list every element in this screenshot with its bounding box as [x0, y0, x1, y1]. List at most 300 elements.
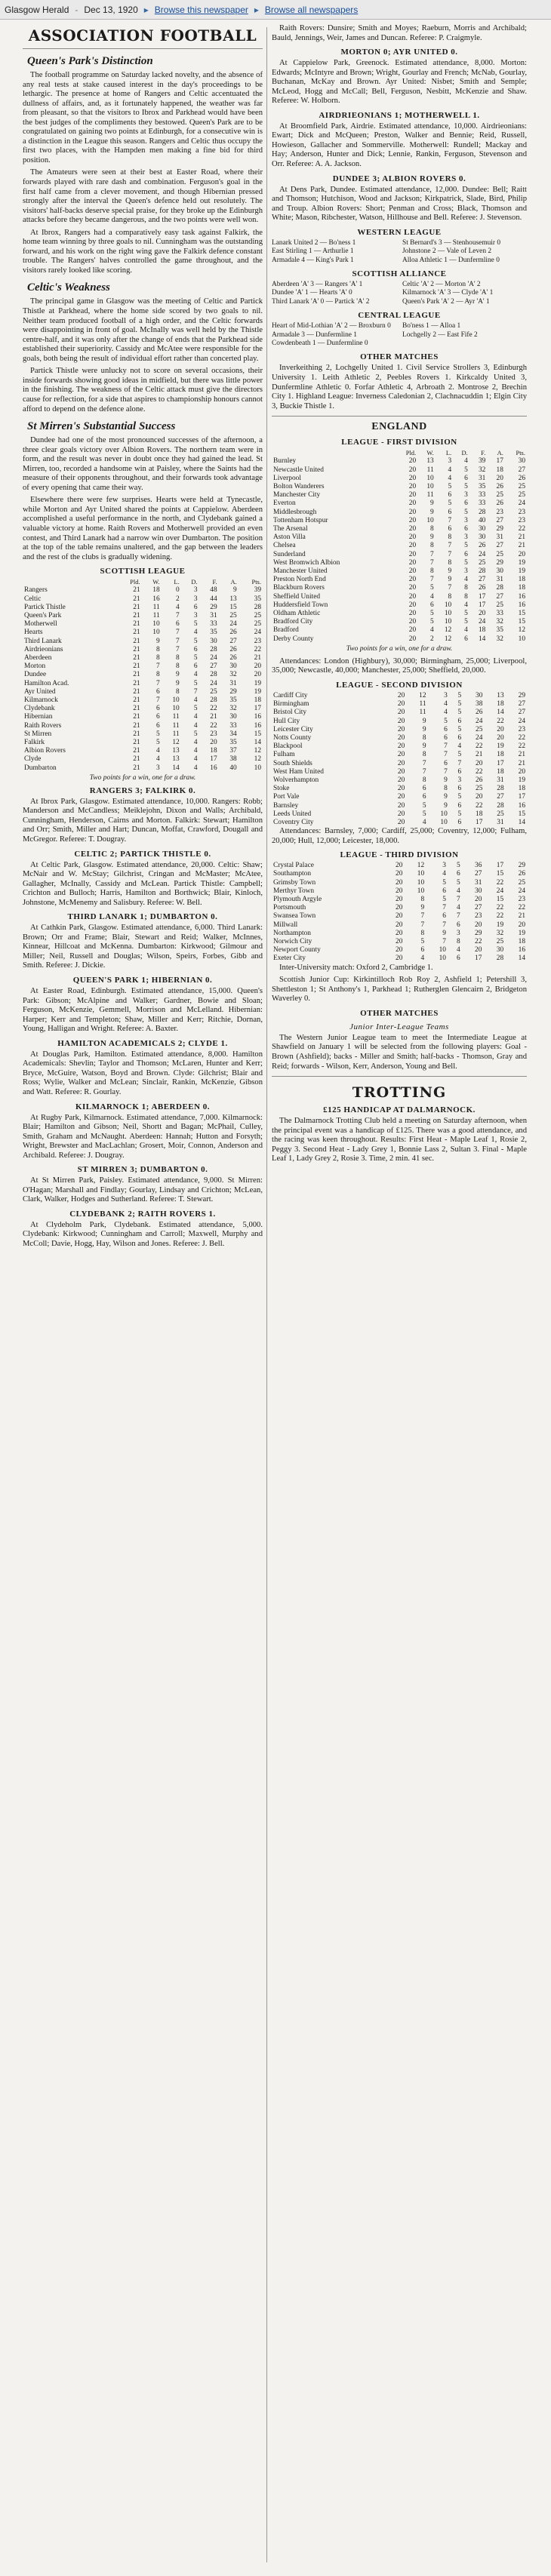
stat-cell: 22: [496, 912, 504, 921]
stat-cell: 26: [229, 653, 237, 662]
stat-cell: 6: [442, 887, 446, 895]
table-row: [272, 785, 527, 793]
table-row: [272, 567, 527, 576]
stat-cell: 20: [210, 739, 217, 747]
team-name-cell: Motherwell: [24, 620, 57, 629]
stat-cell: 19: [254, 679, 261, 687]
table-row: [272, 904, 527, 912]
match-reports: [23, 786, 263, 1250]
stat-cell: 7: [430, 576, 434, 584]
result-line: Aberdeen 'A' 3 — Rangers 'A' 1: [272, 280, 363, 288]
stat-cell: 9: [422, 717, 426, 725]
stat-cell: 7: [444, 767, 448, 776]
stat-cell: 5: [448, 500, 452, 508]
stat-cell: 24: [229, 620, 237, 629]
stat-cell: 24: [478, 550, 486, 558]
stat-cell: 38: [476, 700, 483, 709]
stat-cell: 12: [419, 691, 426, 699]
table-row: [272, 742, 527, 751]
stat-cell: 17: [497, 759, 504, 767]
team-name-cell: Partick Thistle: [24, 603, 66, 611]
table-row: [272, 542, 527, 550]
stat-cell: 7: [444, 751, 448, 759]
stat-cell: 20: [408, 592, 417, 601]
stat-cell: 32: [496, 635, 503, 643]
stat-cell: 27: [518, 700, 525, 709]
stat-cell: 8: [176, 653, 180, 662]
stat-cell: 10: [440, 818, 448, 826]
stat-cell: 20: [408, 466, 417, 474]
stat-cell: 22: [210, 721, 217, 730]
match-report-text: At Rugby Park, Kilmarnock. Estimated attendance, 7,000. Kilmarnock: Blair; Hamilton and Gibson; Neil, Shortt and Bagan; McPhail, Culley, Smith, Graham and McNaught. Aberdeen: Hannah; Hutton and Forsyth; Wright, Brewster and MacLachlan; Grosert, Moir, Connon, Anderson and Archibald. Referee: J. Dougray.: [23, 1113, 263, 1160]
table-row: [23, 696, 263, 705]
stat-cell: 5: [444, 717, 448, 725]
match-result-heading: THIRD LANARK 1; DUMBARTON 0.: [67, 912, 218, 922]
article-paragraph: The principal game in Glasgow was the meeting of Celtic and Partick Thistle at Parkhead, where the home side scored by two goals to nil. Neither team produced football of a high order, and the Celtic forwards were disappointing in front of goal. McInally was well held by the Thistle centre-half, and it was only after the change of ends that the Parkhead side established their superiority. Cassidy and McAtee were responsible for the goals, both being the result of individual effort rather than concerted play.: [23, 297, 263, 363]
england-caption: ENGLAND: [371, 421, 427, 433]
stat-cell: 6: [444, 733, 448, 742]
stat-cell: 20: [254, 662, 261, 671]
table-header-cell: [23, 578, 116, 586]
stat-cell: 8: [176, 662, 180, 671]
stat-cell: 8: [430, 524, 434, 533]
stat-cell: 6: [155, 705, 160, 713]
stat-cell: 20: [518, 921, 525, 929]
stat-cell: 22: [518, 904, 525, 912]
stat-cell: 21: [133, 705, 140, 713]
stat-cell: 8: [448, 533, 452, 542]
stat-cell: 26: [476, 709, 483, 717]
match-report-text: Inter-University match: Oxford 2, Cambridge 1.: [279, 963, 433, 972]
table-header-cell: L.: [174, 578, 180, 586]
team-name-cell: Northampton: [273, 929, 311, 937]
stat-cell: 5: [430, 618, 434, 626]
stat-cell: 20: [396, 870, 403, 878]
stat-cell: 20: [397, 742, 405, 751]
stat-cell: 9: [176, 679, 180, 687]
stat-cell: 11: [152, 611, 160, 619]
result-line: Cowdenbeath 1 — Dunfermline 0: [272, 340, 368, 347]
stat-cell: 25: [254, 611, 261, 619]
stat-cell: 20: [396, 954, 403, 963]
stat-cell: 21: [133, 603, 140, 611]
stat-cell: 22: [254, 645, 261, 653]
stat-cell: 7: [448, 584, 452, 592]
stat-cell: 20: [396, 878, 403, 887]
other-matches-text: Inverkeithing 2, Lochgelly United 1. Civil Service Strollers 3, Edinburgh University 1. Leith Athletic 2, Peebles Rovers 1. Kirkcaldy United 3, Dunfermline Athletic 0. Forfar Athletic 4, Arbroath 2. Montrose 2, Brechin City 1. Highland League: Inverness Caledonian 2, Clachnacuddin 1; Elgin City 3, Buckie Thistle 1.: [272, 364, 527, 410]
stat-cell: 22: [476, 767, 483, 776]
stat-cell: 21: [133, 662, 140, 671]
table-row: [272, 718, 527, 726]
stat-cell: 6: [442, 912, 446, 921]
stat-cell: 22: [518, 524, 525, 533]
stat-cell: 20: [397, 691, 405, 699]
stat-cell: 11: [152, 603, 160, 611]
stat-cell: 29: [518, 691, 525, 699]
stat-cell: 35: [496, 626, 503, 635]
stat-cell: 9: [155, 637, 160, 645]
team-name-cell: Aberdeen: [24, 653, 52, 662]
stat-cell: 20: [408, 584, 417, 592]
match-result-heading: CELTIC 2; PARTICK THISTLE 0.: [74, 849, 211, 859]
stat-cell: 5: [193, 637, 198, 645]
stat-cell: 11: [172, 721, 180, 730]
table-row: [272, 584, 527, 592]
scottish-alliance-caption: SCOTTISH ALLIANCE: [352, 269, 447, 278]
stat-cell: 10: [172, 705, 180, 713]
stat-cell: 9: [422, 725, 426, 733]
stat-cell: 5: [457, 751, 462, 759]
stat-cell: 7: [456, 896, 460, 904]
stat-cell: 10: [172, 696, 180, 704]
table-row: [272, 862, 527, 870]
team-name-cell: Leicester City: [273, 725, 313, 733]
stat-cell: 20: [496, 474, 503, 482]
stat-cell: 20: [408, 550, 417, 558]
stat-cell: 20: [396, 938, 403, 946]
stat-cell: 8: [456, 938, 460, 946]
stat-cell: 4: [448, 474, 452, 482]
stat-cell: 8: [422, 733, 426, 742]
column-divider: [266, 27, 267, 2562]
stat-cell: 15: [518, 610, 525, 617]
table-row: [272, 709, 527, 717]
first-division-caption: LEAGUE - FIRST DIVISION: [341, 438, 457, 447]
stat-cell: 5: [464, 466, 468, 474]
stat-cell: 5: [457, 709, 462, 717]
stat-cell: 23: [518, 896, 525, 904]
stat-cell: 4: [193, 764, 198, 772]
match-report-text: At Easter Road, Edinburgh. Estimated attendance, 15,000. Queen's Park: Gibson; McAlpine and Walker; Gardner, Bowie and Sloan; Ferguson, McKenzie, Gemmell, Morrison and McLelland. Hibernian: Harper; Kerr and Templeton; Shaw, Miller and Kerr; Ritchie, Dornan, Young, Halligan and Wright. Referee: A. Baxter.: [23, 987, 263, 1034]
stat-cell: 6: [464, 635, 468, 643]
team-name-cell: Exeter City: [273, 954, 306, 963]
stat-cell: 20: [408, 601, 417, 609]
stat-cell: 35: [229, 739, 237, 747]
result-line: Heart of Mid-Lothian 'A' 2 — Broxburn 0: [272, 322, 391, 330]
stat-cell: 4: [193, 721, 198, 730]
stat-cell: 20: [408, 610, 417, 617]
table-row: [23, 671, 263, 679]
stat-cell: 5: [464, 508, 468, 516]
stat-cell: 7: [176, 645, 180, 653]
stat-cell: 24: [496, 887, 504, 895]
stat-cell: 21: [133, 747, 140, 755]
stat-cell: 5: [193, 653, 198, 662]
stat-cell: 18: [518, 938, 525, 946]
stat-cell: 22: [476, 801, 483, 810]
match-result-heading: AIRDRIEONIANS 1; MOTHERWELL 1.: [319, 110, 480, 120]
stat-cell: 20: [408, 508, 417, 516]
stat-cell: 14: [518, 818, 525, 826]
points-note: Two points for a win, one for a draw.: [89, 773, 196, 782]
stat-cell: 18: [497, 751, 504, 759]
stat-cell: 3: [155, 764, 160, 772]
stat-cell: 29: [229, 687, 237, 696]
team-name-cell: Plymouth Argyle: [273, 896, 322, 904]
stat-cell: 21: [133, 739, 140, 747]
stat-cell: 20: [497, 733, 504, 742]
stat-cell: 5: [464, 542, 468, 550]
stat-cell: 35: [478, 482, 486, 490]
table-row: [23, 713, 263, 721]
table-header-cell: F.: [212, 578, 217, 586]
stat-cell: 23: [210, 730, 217, 738]
stat-cell: 8: [430, 567, 434, 575]
stat-cell: 19: [497, 742, 504, 751]
team-name-cell: Hamilton Acad.: [24, 679, 69, 687]
result-line: Alloa Athletic 1 — Dunfermline 0: [402, 256, 500, 264]
stat-cell: 4: [155, 747, 160, 755]
stat-cell: 6: [457, 785, 462, 793]
stat-cell: 21: [133, 687, 140, 696]
team-name-cell: Bradford: [273, 626, 299, 635]
stat-cell: 6: [155, 713, 160, 721]
first-division-attendances: Attendances: London (Highbury), 30,000; Birmingham, 25,000; Liverpool, 35,000; Newcastle, 40,000; Manchester, 25,000; Sheffield, 20,000.: [272, 656, 527, 675]
stat-cell: 21: [133, 755, 140, 764]
stat-cell: 4: [457, 742, 462, 751]
stat-cell: 10: [254, 764, 261, 772]
stat-cell: 5: [464, 618, 468, 626]
stat-cell: 20: [408, 491, 417, 500]
stat-cell: 32: [496, 618, 503, 626]
stat-cell: 15: [229, 603, 237, 611]
team-name-cell: Manchester United: [273, 567, 328, 575]
stat-cell: 6: [456, 954, 460, 963]
stat-cell: 20: [396, 912, 403, 921]
stat-cell: 8: [155, 653, 160, 662]
table-row: [272, 559, 527, 567]
stat-cell: 21: [133, 713, 140, 721]
browse-all-newspapers-link[interactable]: Browse all newspapers: [264, 4, 359, 15]
stat-cell: 21: [133, 764, 140, 772]
stat-cell: 7: [456, 912, 460, 921]
stat-cell: 30: [478, 533, 486, 542]
team-name-cell: Bristol City: [273, 709, 307, 717]
stat-cell: 6: [464, 500, 468, 508]
article-heading-celtic: Celtic's Weakness: [27, 281, 110, 294]
stat-cell: 7: [457, 759, 462, 767]
stat-cell: 23: [496, 508, 503, 516]
stat-cell: 16: [254, 713, 261, 721]
stat-cell: 36: [475, 862, 482, 870]
stat-cell: 5: [457, 793, 462, 801]
table-row: [23, 586, 263, 595]
team-name-cell: Birmingham: [273, 700, 309, 709]
stat-cell: 21: [133, 611, 140, 619]
table-row: [23, 688, 263, 696]
stat-cell: 25: [210, 687, 217, 696]
stat-cell: 14: [497, 709, 504, 717]
stat-cell: 22: [210, 705, 217, 713]
stat-cell: 20: [408, 626, 417, 635]
stat-cell: 10: [417, 878, 425, 887]
team-name-cell: West Bromwich Albion: [273, 558, 340, 567]
stat-cell: 21: [133, 721, 140, 730]
stat-cell: 31: [478, 474, 486, 482]
stat-cell: 9: [448, 567, 452, 575]
stat-cell: 25: [496, 550, 503, 558]
stat-cell: 28: [210, 645, 217, 653]
stat-cell: 4: [193, 747, 198, 755]
result-line: Johnstone 2 — Vale of Leven 2: [402, 247, 492, 256]
stat-cell: 5: [457, 691, 462, 699]
stat-cell: 8: [176, 687, 180, 696]
stat-cell: 39: [478, 457, 486, 466]
article-heading-queens-park: Queen's Park's Distinction: [27, 55, 153, 67]
section-rule: [272, 416, 527, 417]
stat-cell: 27: [478, 576, 486, 584]
result-line: Armadale 3 — Dunfermline 1: [272, 330, 357, 339]
match-report-text: At Broomfield Park, Airdrie. Estimated attendance, 10,000. Airdrieonians: Ewart; Dick and McQueen; Preston, Walker and Bennie; Reid, Russell, Howieson, Gallacher and Sommerville. Motherwell: Rundell; Mackay and Hay; Anderson, Hunter and Dick; Lennie, Rankin, Ferguson, Stevenson and Orr. Referee: A. A. Jackson.: [272, 121, 527, 169]
team-name-cell: Derby County: [273, 635, 314, 643]
stat-cell: 7: [176, 611, 180, 619]
stat-cell: 20: [408, 618, 417, 626]
stat-cell: 27: [475, 904, 482, 912]
team-name-cell: Bolton Wanderers: [273, 482, 325, 490]
stat-cell: 20: [408, 482, 417, 490]
team-name-cell: Preston North End: [273, 576, 326, 584]
team-name-cell: Wolverhampton: [273, 776, 319, 784]
stat-cell: 28: [210, 671, 217, 679]
stat-cell: 3: [464, 516, 468, 524]
stat-cell: 17: [476, 818, 483, 826]
stat-cell: 9: [420, 904, 425, 912]
table-row: [272, 525, 527, 533]
table-row: [23, 764, 263, 773]
stat-cell: 20: [397, 801, 405, 810]
table-row: [272, 793, 527, 801]
table-row: [272, 457, 527, 466]
stat-cell: 11: [419, 700, 426, 709]
stat-cell: 20: [397, 793, 405, 801]
table-row: [272, 802, 527, 810]
stat-cell: 30: [229, 713, 237, 721]
stat-cell: 5: [456, 862, 460, 870]
result-line: Bo'ness 1 — Alloa 1: [402, 322, 461, 330]
stat-cell: 33: [478, 491, 486, 500]
table-row: [272, 776, 527, 785]
browse-this-newspaper-link[interactable]: Browse this newspaper: [154, 4, 248, 15]
scottish-league-caption: SCOTTISH LEAGUE: [100, 567, 186, 576]
team-name-cell: Chelsea: [273, 542, 296, 550]
match-report-text: At Ibrox Park, Glasgow. Estimated attendance, 10,000. Rangers: Robb; Manderson and McCandless; Meiklejohn, Dixon and Walls; Archibald, Cunningham, Henderson, Cairns and Morton. Falkirk: Stewart; Hamilton and Orr; Smith, Miller and Hart; Duncan, Moffat, Crawford, Dougall and McGregor. Referee: T. Dougray.: [23, 797, 263, 844]
stat-cell: 9: [430, 508, 434, 516]
stat-cell: 17: [210, 755, 217, 764]
stat-cell: 10: [426, 482, 434, 490]
stat-cell: 21: [133, 730, 140, 738]
junior-teams-text: The Western Junior League team to meet the Intermediate League at Shawfield on January 1 will be selected from the following players: Goal - Brown (Ashfield); backs - Miller and Smith; half-backs - Thomson, Gray and Reid; forwards - Wilson, Kerr, Anderson, Young and Bell.: [272, 1033, 527, 1071]
match-reports-tail: [272, 964, 527, 1004]
stat-cell: 21: [133, 645, 140, 653]
trotting-text: The Dalmarnock Trotting Club held a meeting on Saturday afternoon, when the principal event was a handicap of £125. There was a good attendance, and the racing was keen throughout. Results: First Heat - Maple Leaf 1, Rosie 2, Peggy 3. Second Heat - Lady Grey 1, Bonnie Lass 2, Sultan 3. Final - Maple Leaf 1, Lady Grey 2, Rosie 3. Time, 2 min. 41 sec.: [272, 1117, 527, 1164]
result-line: Armadale 4 — King's Park 1: [272, 256, 354, 264]
section-rule: [272, 1076, 527, 1077]
match-report-text: At Clydeholm Park, Clydebank. Estimated attendance, 5,000. Clydebank: Kirkwood; Cunningham and Carroll; Maxwell, Murphy and McColl; Davie, Hogg, Hay, Wilson and Jones. Referee: J. Bell.: [23, 1220, 263, 1248]
result-line: Lanark United 2 — Bo'ness 1: [272, 238, 356, 247]
stat-cell: 23: [254, 637, 261, 645]
stat-cell: 6: [193, 645, 198, 653]
stat-cell: 6: [457, 801, 462, 810]
stat-cell: 16: [518, 801, 525, 810]
first-division-note: Two points for a win, one for a draw.: [346, 644, 453, 653]
stat-cell: 6: [193, 603, 198, 611]
stat-cell: 21: [133, 620, 140, 629]
stat-cell: 25: [476, 725, 483, 733]
stat-cell: 12: [444, 626, 452, 635]
stat-cell: 20: [397, 717, 405, 725]
team-name-cell: Celtic: [24, 595, 42, 603]
team-name-cell: Tottenham Hotspur: [273, 516, 328, 524]
table-row: [272, 734, 527, 742]
stat-cell: 19: [254, 687, 261, 696]
team-name-cell: Grimsby Town: [273, 878, 316, 887]
stat-cell: 28: [210, 696, 217, 704]
table-row: [23, 739, 263, 747]
table-header-cell: Pld.: [405, 449, 417, 457]
stat-cell: 5: [457, 700, 462, 709]
stat-cell: 15: [496, 870, 504, 878]
team-name-cell: Manchester City: [273, 491, 321, 500]
table-row: [23, 595, 263, 604]
article-paragraph: The Amateurs were seen at their best at Easter Road, where their forwards played with rare dash and combination. Ferguson's goal in the first half came from a clever movement, and though Hibernian pressed strongly after the interval the Queen's defence held out resolutely. The visitors' half-backs deserve special praise, for they broke up the Edinburgh attacks before they became dangerous, and the two points were well won.: [23, 168, 263, 225]
table-row: [272, 483, 527, 491]
stat-cell: 20: [396, 887, 403, 895]
stat-cell: 21: [518, 542, 525, 550]
stat-cell: 5: [464, 610, 468, 617]
stat-cell: 10: [439, 954, 446, 963]
stat-cell: 9: [430, 533, 434, 542]
stat-cell: 14: [518, 954, 525, 963]
table-header-cell: Pld.: [130, 578, 140, 586]
stat-cell: 4: [442, 870, 446, 878]
team-name-cell: Clydebank: [24, 705, 55, 713]
stat-cell: 9: [444, 776, 448, 784]
table-row: [23, 638, 263, 646]
stat-cell: 7: [420, 912, 425, 921]
team-name-cell: Burnley: [273, 457, 297, 466]
stat-cell: 7: [155, 662, 160, 671]
table-row: [23, 620, 263, 629]
result-line: Third Lanark 'A' 0 — Partick 'A' 2: [272, 297, 370, 306]
stat-cell: 20: [408, 635, 417, 643]
stat-cell: 20: [397, 751, 405, 759]
stat-cell: 22: [475, 938, 482, 946]
stat-cell: 6: [444, 759, 448, 767]
stat-cell: 6: [420, 946, 425, 954]
stat-cell: 21: [133, 653, 140, 662]
stat-cell: 16: [518, 592, 525, 601]
stat-cell: 20: [408, 516, 417, 524]
stat-cell: 4: [430, 626, 434, 635]
browse-all-icon: ▸: [254, 4, 259, 15]
stat-cell: 11: [172, 713, 180, 721]
team-name-cell: Liverpool: [273, 474, 301, 482]
newspaper-title: Glasgow Herald: [5, 4, 69, 15]
stat-cell: 19: [518, 558, 525, 567]
stat-cell: 25: [518, 878, 525, 887]
stat-cell: 20: [397, 700, 405, 709]
table-row: [272, 946, 527, 954]
stat-cell: 5: [193, 730, 198, 738]
stat-cell: 32: [229, 705, 237, 713]
stat-cell: 4: [422, 818, 426, 826]
team-name-cell: Ayr United: [24, 687, 56, 696]
article-heading-st-mirren: St Mirren's Substantial Success: [27, 420, 176, 433]
stat-cell: 3: [193, 611, 198, 619]
stat-cell: 3: [448, 457, 452, 466]
stat-cell: 7: [444, 742, 448, 751]
team-name-cell: Oldham Athletic: [273, 610, 321, 617]
